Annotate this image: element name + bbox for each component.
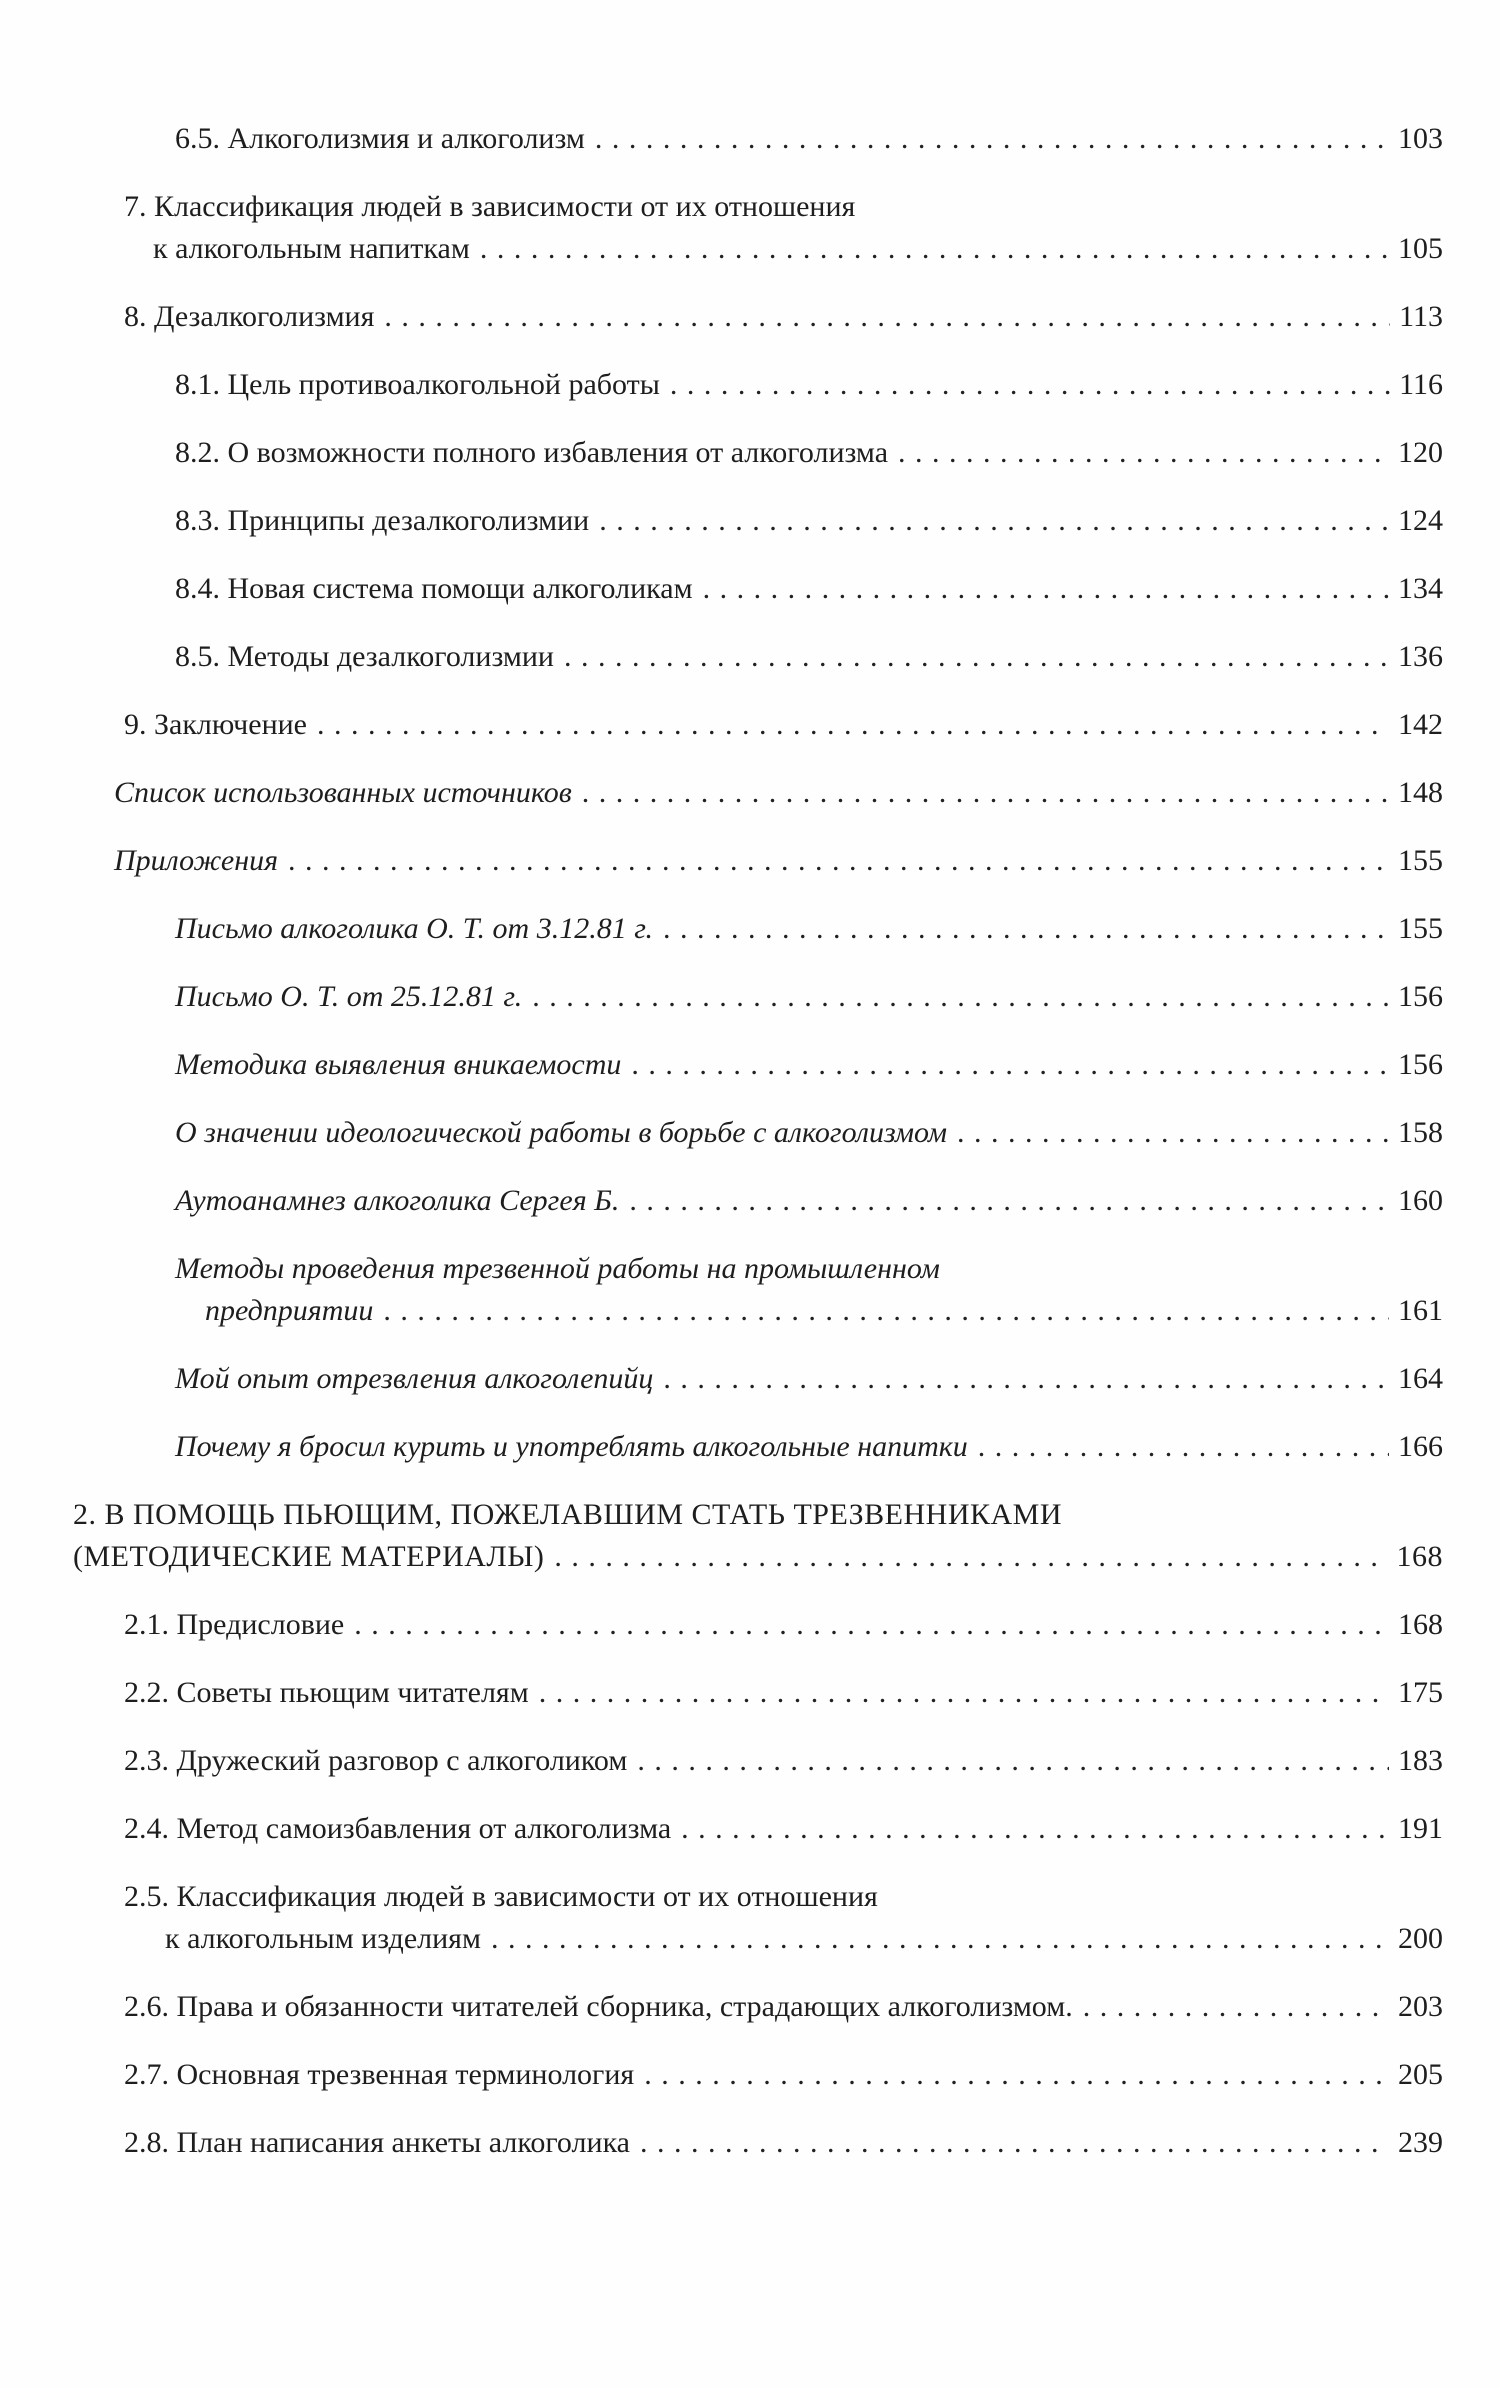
dot-leader — [1083, 1986, 1389, 2028]
toc-entry-title: Почему я бросил курить и употреблять алкогольные напитки — [175, 1430, 968, 1463]
dot-leader — [288, 840, 1389, 882]
dot-leader — [383, 1290, 1389, 1332]
toc-entry-line — [0, 1740, 1443, 1782]
toc-entry — [0, 118, 1443, 160]
dot-leader — [354, 1604, 1389, 1646]
toc-entry-line — [0, 1986, 1443, 2028]
page-number: 113 — [1399, 300, 1443, 333]
toc-entry-wrap-line: 2.5. Классификация людей в зависимости от их отношения — [124, 1880, 878, 1913]
toc-entry-title: Приложения — [114, 844, 279, 877]
toc-entry-title: (МЕТОДИЧЕСКИЕ МАТЕРИАЛЫ) — [73, 1540, 545, 1573]
toc-entry-line — [0, 1672, 1443, 1714]
toc-entry — [0, 1876, 1443, 1960]
page-number: 168 — [1398, 1608, 1443, 1641]
toc-entry — [0, 1740, 1443, 1782]
dot-leader — [898, 432, 1389, 474]
page-number: 183 — [1398, 1744, 1443, 1777]
toc-entry — [0, 1044, 1443, 1086]
toc-entry-line — [0, 500, 1443, 542]
toc-entry-title: Аутоанамнез алкоголика Сергея Б. — [175, 1184, 620, 1217]
toc-entry — [0, 2054, 1443, 2096]
toc-entry-title: Методика выявления вникаемости — [175, 1048, 622, 1081]
page-number: 164 — [1398, 1362, 1443, 1395]
dot-leader — [554, 1536, 1387, 1578]
toc-entry — [0, 1672, 1443, 1714]
toc-entry-line — [0, 228, 1443, 270]
toc-entry — [0, 772, 1443, 814]
page-number: 134 — [1398, 572, 1443, 605]
toc-entry — [0, 1808, 1443, 1850]
toc-entry-line — [0, 1358, 1443, 1400]
toc-entry-line — [0, 908, 1443, 950]
toc-entry — [0, 186, 1443, 270]
dot-leader — [539, 1672, 1389, 1714]
toc-entry-title: 2.8. План написания анкеты алкоголика — [124, 2126, 631, 2159]
toc-entry-line — [0, 704, 1443, 746]
toc-entry-title: к алкогольным напиткам — [153, 232, 470, 265]
dot-leader — [703, 568, 1389, 610]
toc-entry — [0, 1426, 1443, 1468]
page-number: 158 — [1398, 1116, 1443, 1149]
page-number: 175 — [1398, 1676, 1443, 1709]
dot-leader — [317, 704, 1389, 746]
toc-entry-title: 2.3. Дружеский разговор с алкоголиком — [124, 1744, 628, 1777]
toc-entry-title: Список использованных источников — [114, 776, 572, 809]
dot-leader — [595, 118, 1389, 160]
toc-entry-title: Письмо алкоголика О. Т. от 3.12.81 г. — [175, 912, 654, 945]
dot-leader — [663, 908, 1389, 950]
dot-leader — [644, 2054, 1389, 2096]
page-number: 105 — [1398, 232, 1443, 265]
dot-leader — [978, 1426, 1389, 1468]
toc-entry — [0, 1986, 1443, 2028]
toc-entry-title: 2.7. Основная трезвенная терминология — [124, 2058, 635, 2091]
toc-entry — [0, 2122, 1443, 2164]
toc-entry-line — [0, 568, 1443, 610]
toc-entry-line — [0, 2122, 1443, 2164]
toc-entry — [0, 636, 1443, 678]
toc-entry — [0, 1248, 1443, 1332]
toc-entry — [0, 1358, 1443, 1400]
toc-entry — [0, 1494, 1443, 1578]
toc-entry-title: 8.1. Цель противоалкогольной работы — [175, 368, 660, 401]
toc-entry-line — [0, 2054, 1443, 2096]
dot-leader — [582, 772, 1389, 814]
toc-entry — [0, 1180, 1443, 1222]
toc-entry-wrap-line: 7. Классификация людей в зависимости от их отношения — [124, 190, 856, 223]
toc-entry-line — [0, 1536, 1443, 1578]
toc-entry-title: 8. Дезалкоголизмия — [124, 300, 375, 333]
toc-entry-title: предприятии — [205, 1294, 374, 1327]
page-number: 124 — [1398, 504, 1443, 537]
page-number: 155 — [1398, 912, 1443, 945]
dot-leader — [637, 1740, 1389, 1782]
toc-entry — [0, 704, 1443, 746]
toc-entry-line — [0, 772, 1443, 814]
toc-entry-title: 2.4. Метод самоизбавления от алкоголизма — [124, 1812, 672, 1845]
dot-leader — [599, 500, 1389, 542]
toc-entry — [0, 296, 1443, 338]
page-number: 161 — [1398, 1294, 1443, 1327]
toc-entry — [0, 976, 1443, 1018]
dot-leader — [384, 296, 1390, 338]
dot-leader — [491, 1918, 1389, 1960]
dot-leader — [640, 2122, 1389, 2164]
toc-entry-title: 8.5. Методы дезалкоголизмии — [175, 640, 554, 673]
toc-entry-title: Письмо О. Т. от 25.12.81 г. — [175, 980, 523, 1013]
page-number: 155 — [1398, 844, 1443, 877]
dot-leader — [532, 976, 1389, 1018]
toc-entry-line — [0, 118, 1443, 160]
page-number: 116 — [1399, 368, 1443, 401]
page-number: 136 — [1398, 640, 1443, 673]
toc-entry-title: к алкогольным изделиям — [165, 1922, 481, 1955]
toc-entry-line — [0, 364, 1443, 406]
page-number: 203 — [1398, 1990, 1443, 2023]
dot-leader — [670, 364, 1390, 406]
toc-entry-line — [0, 1290, 1443, 1332]
dot-leader — [564, 636, 1389, 678]
toc-entry-title: Мой опыт отрезвления алкоголепийц — [175, 1362, 654, 1395]
page-number: 142 — [1398, 708, 1443, 741]
toc-entry-title: 2.2. Советы пьющим читателям — [124, 1676, 529, 1709]
toc-entry-title: 2.1. Предисловие — [124, 1608, 345, 1641]
dot-leader — [629, 1180, 1389, 1222]
toc-entry-title: 2.6. Права и обязанности читателей сборника, страдающих алкоголизмом. — [124, 1990, 1073, 2023]
page-number: 166 — [1398, 1430, 1443, 1463]
toc-entry-line — [0, 1426, 1443, 1468]
page-number: 148 — [1398, 776, 1443, 809]
toc-entry-line — [0, 1044, 1443, 1086]
toc-entry — [0, 364, 1443, 406]
page-number: 205 — [1398, 2058, 1443, 2091]
toc-entry-line — [0, 1808, 1443, 1850]
toc-entry — [0, 1604, 1443, 1646]
toc-list — [0, 118, 1500, 2190]
toc-entry-line — [0, 840, 1443, 882]
page-number: 103 — [1398, 122, 1443, 155]
toc-entry-wrap-line: 2. В ПОМОЩЬ ПЬЮЩИМ, ПОЖЕЛАВШИМ СТАТЬ ТРЕЗВЕННИКАМИ — [73, 1498, 1063, 1531]
toc-entry-line — [0, 976, 1443, 1018]
toc-entry — [0, 1112, 1443, 1154]
toc-entry-line — [0, 432, 1443, 474]
toc-entry-title: 8.3. Принципы дезалкоголизмии — [175, 504, 590, 537]
toc-entry-line — [0, 1604, 1443, 1646]
dot-leader — [631, 1044, 1389, 1086]
toc-entry-title: О значении идеологической работы в борьбе с алкоголизмом — [175, 1116, 948, 1149]
dot-leader — [957, 1112, 1389, 1154]
toc-entry — [0, 500, 1443, 542]
page-number: 239 — [1398, 2126, 1443, 2159]
page-number: 191 — [1398, 1812, 1443, 1845]
page-number: 120 — [1398, 436, 1443, 469]
page-number: 160 — [1398, 1184, 1443, 1217]
page-number: 168 — [1396, 1540, 1443, 1573]
toc-entry — [0, 840, 1443, 882]
toc-entry — [0, 908, 1443, 950]
dot-leader — [681, 1808, 1389, 1850]
toc-entry-line — [0, 636, 1443, 678]
page-number: 156 — [1398, 1048, 1443, 1081]
page-number: 200 — [1398, 1922, 1443, 1955]
page-number: 156 — [1398, 980, 1443, 1013]
toc-entry-title: 8.2. О возможности полного избавления от алкоголизма — [175, 436, 889, 469]
toc-entry — [0, 568, 1443, 610]
toc-entry-line — [0, 1112, 1443, 1154]
toc-entry-wrap-line: Методы проведения трезвенной работы на промышленном — [175, 1252, 940, 1285]
toc-entry-line — [0, 296, 1443, 338]
toc-entry-title: 8.4. Новая система помощи алкоголикам — [175, 572, 693, 605]
dot-leader — [663, 1358, 1389, 1400]
toc-entry — [0, 432, 1443, 474]
toc-entry-line — [0, 1918, 1443, 1960]
dot-leader — [480, 228, 1389, 270]
toc-entry-line — [0, 1180, 1443, 1222]
toc-entry-title: 9. Заключение — [124, 708, 307, 741]
toc-entry-title: 6.5. Алкоголизмия и алкоголизм — [175, 122, 585, 155]
